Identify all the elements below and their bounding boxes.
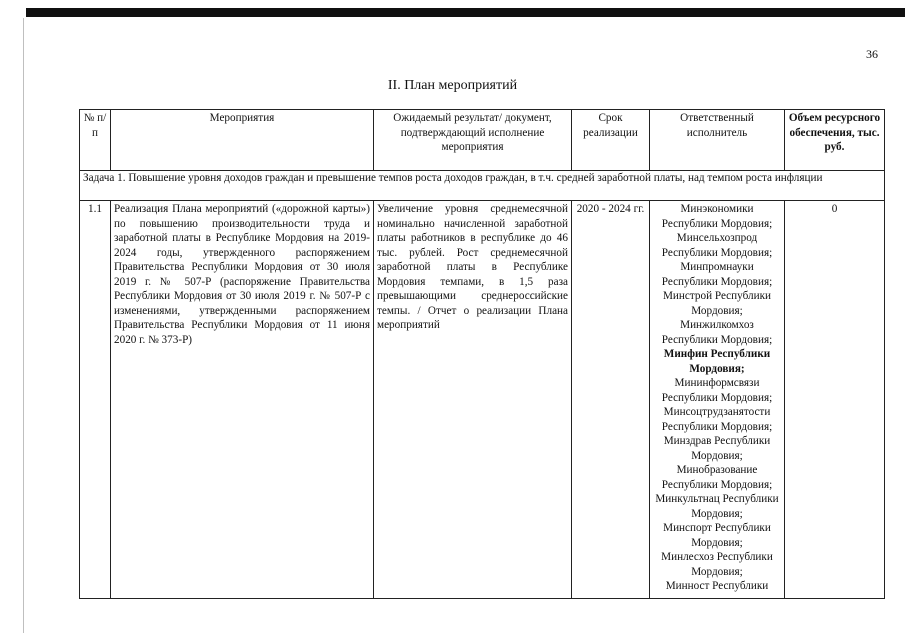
scan-left-edge (23, 18, 24, 633)
section-title: II. План мероприятий (387, 78, 518, 93)
header-volume: Объем ресурсного обеспечения, тыс. руб. (785, 110, 885, 171)
page-number: 36 (866, 47, 878, 61)
table-row (80, 201, 885, 599)
row-result: Увеличение уровня среднемесячной номинально начисленной заработной платы работников в республике до 46 тыс. рублей. Рост среднемесячной заработной платы в Республике Мордовия темпами, в 1,5 раза превышающими среднероссийские темпы. / Отчет о реализации Плана мероприятий (374, 201, 572, 599)
responsible-item: Минздрав Республики Мордовия; (663, 435, 771, 462)
responsible-item: Мининформсвязи Республики Мордовия; (661, 377, 773, 404)
plan-table (79, 109, 885, 599)
scan-top-edge (26, 8, 905, 17)
header-result: Ожидаемый результат/ документ, подтверждающий исполнение мероприятия (374, 110, 572, 171)
responsible-item: Минкультнац Республики Мордовия; (655, 493, 779, 520)
task-title: Задача 1. Повышение уровня доходов граждан и превышение темпов роста доходов граждан, в т.ч. средней заработной платы, над темпом роста инфляции (80, 171, 885, 201)
responsible-item: Минобразование Республики Мордовия; (661, 464, 773, 491)
task-row (80, 171, 885, 201)
header-event: Мероприятия (111, 110, 374, 171)
row-event: Реализация Плана мероприятий («дорожной карты») по повышению производительности труда и заработной платы в Республике Мордовия на 2019-2024 годы, утвержденного распоряжением Правительства Республики Мордовия от 30 июля 2019 г. № 507-Р (распоряжение Правительства Республики Мордовия от 30 июля 2019 г. № 507-Р с изменениями, утвержденными распоряжением Правительства Республики Мордовия от 11 июня 2020 г. № 373-Р) (111, 201, 374, 599)
header-num: № п/п (80, 110, 111, 171)
responsible-item: Минност Республики (665, 580, 769, 592)
row-term: 2020 - 2024 гг. (572, 201, 650, 599)
row-num: 1.1 (80, 201, 111, 599)
responsible-item: Минжилкомхоз Республики Мордовия; (661, 319, 773, 346)
responsible-item: Минспорт Республики Мордовия; (663, 522, 771, 549)
responsible-item: Минстрой Республики Мордовия; (662, 290, 771, 317)
responsible-item: Минлесхоз Республики Мордовия; (661, 551, 773, 578)
header-responsible: Ответственный исполнитель (650, 110, 785, 171)
responsible-item: Минфин Республики Мордовия; (663, 348, 771, 375)
row-volume: 0 (785, 201, 885, 599)
row-responsible (650, 201, 785, 599)
responsible-item: Минпромнауки Республики Мордовия; (661, 261, 773, 288)
responsible-item: Минсельхозпрод Республики Мордовия; (661, 232, 773, 259)
table-header-row (80, 110, 885, 171)
responsible-item: Минэкономики Республики Мордовия; (661, 203, 773, 230)
header-term: Срок реализации (572, 110, 650, 171)
responsible-item: Минсоцтрудзанятости Республики Мордовия; (661, 406, 773, 433)
